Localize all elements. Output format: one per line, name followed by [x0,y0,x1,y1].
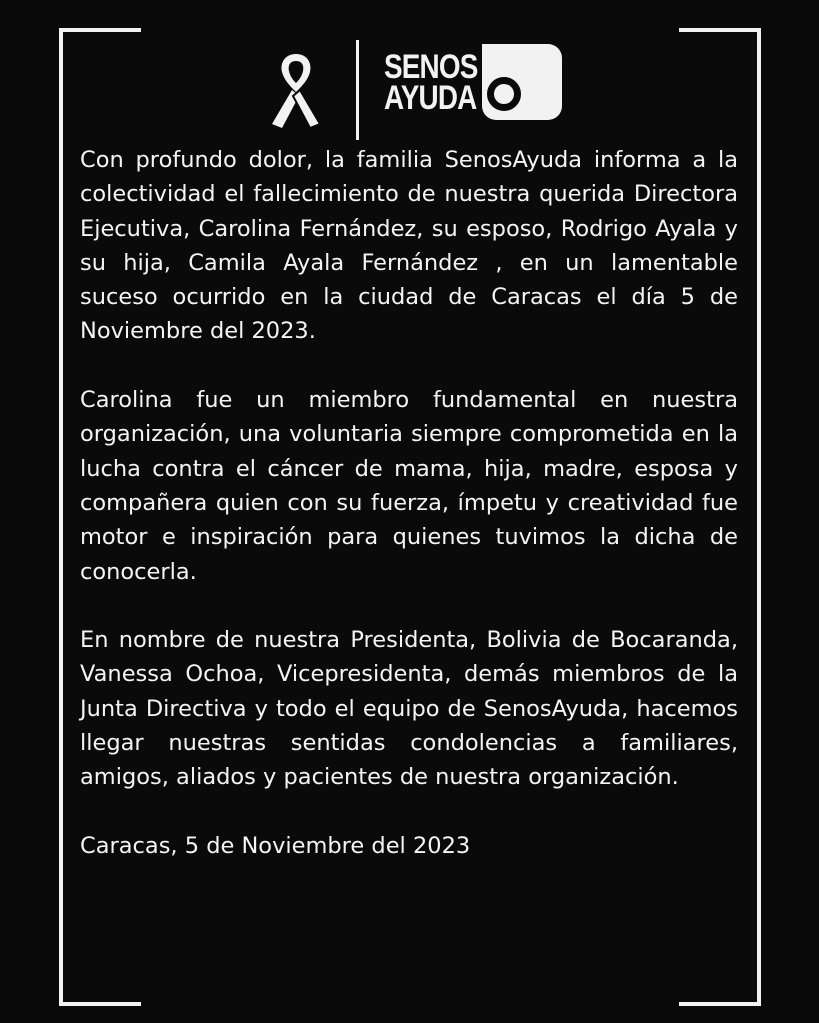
logo-ring-icon [487,77,521,111]
header-divider [356,40,359,140]
header [0,40,819,140]
paragraph-tribute: Carolina fue un miembro fundamental en nuestra organización, una voluntaria siempre comprometida en la lucha contra el cáncer de mama, hija, madre, esposa y compañera quien con su fuerza, ímpetu y creatividad fue motor e inspiración para quienes tuvimos la dicha de conocerla. [80,387,738,585]
notice-body [80,143,738,863]
awareness-ribbon-icon [268,50,324,130]
logo-line-2: AYUDA [384,79,477,117]
logo-line-1: SENOS [384,48,478,86]
place-date-signature: Caracas, 5 de Noviembre del 2023 [80,832,471,859]
logo-badge [482,44,562,120]
paragraph-announcement: Con profundo dolor, la familia SenosAyuda informa a la colectividad el fallecimiento de nuestra querida Directora Ejecutiva, Carolina Fernández, su esposo, Rodrigo Ayala y su hija, Camila Ayala Fernández , en un lamentable suceso ocurrido en la ciudad de Caracas el día 5 de Noviembre del 2023. [80,147,738,345]
senosayuda-logo [384,48,478,117]
paragraph-condolences: En nombre de nuestra Presidenta, Bolivia de Bocaranda, Vanessa Ochoa, Vicepresidenta, demás miembros de la Junta Directiva y todo el equipo de SenosAyuda, hacemos llegar nuestras sentidas condolencias a familiares, amigos, aliados y pacientes de nuestra organización. [80,627,738,791]
